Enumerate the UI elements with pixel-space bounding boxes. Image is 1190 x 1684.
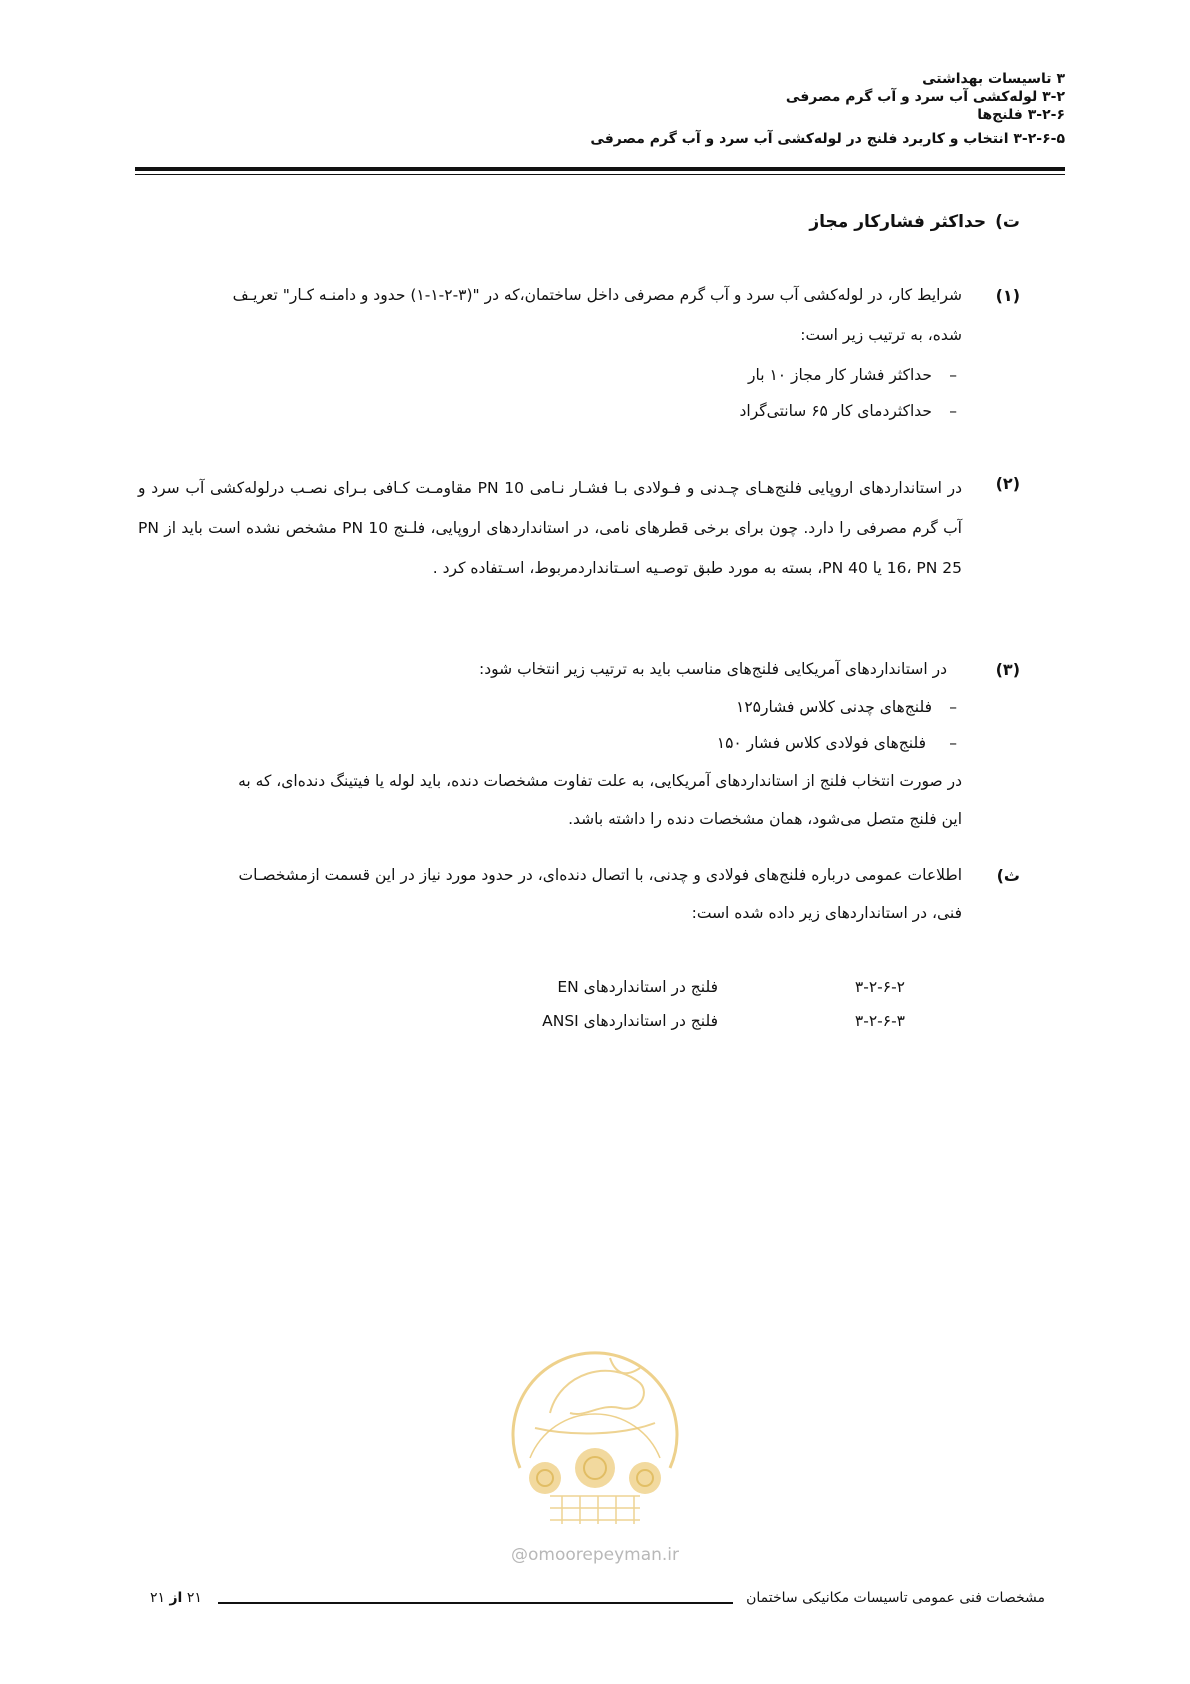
item-1-number: (۱) [995, 286, 1020, 305]
section-title: حداکثر فشارکار مجاز [809, 212, 987, 232]
reference-text-1: فلنج در استانداردهای EN [557, 978, 718, 996]
item-3-bullet-dash-2: – [949, 734, 957, 752]
item-3-bullet-2: فلنج‌های فولادی کلاس فشار ۱۵۰ [716, 734, 926, 752]
item-3-number: (۳) [995, 660, 1020, 679]
watermark-url: @omoorepeyman.ir [510, 1545, 680, 1565]
item-1-line-2: شده، به ترتیب زیر است: [800, 326, 962, 344]
header-rule-thin [135, 174, 1065, 175]
item-2-number: (۲) [995, 474, 1020, 493]
item-1-bullet-2: حداکثردمای کار ۶۵ سانتی‌گراد [739, 402, 932, 420]
footer-page-current: ۲۱ [186, 1590, 202, 1606]
footer-page-of: از [169, 1590, 183, 1606]
header-chapter: ۳ تاسیسات بهداشتی [922, 71, 1065, 87]
item-3-note-line-2: این فلنج متصل می‌شود، همان مشخصات دنده را داشته باشد. [568, 810, 962, 828]
item-3-bullet-1: فلنج‌های چدنی کلاس فشار۱۲۵ [736, 698, 932, 716]
item-4-number: ث) [996, 866, 1020, 885]
item-1-bullet-1: حداکثر فشار کار مجاز ۱۰ بار [748, 366, 932, 384]
header-subsection: ۳-۲-۶ فلنج‌ها [977, 107, 1065, 123]
item-3-bullet-dash-1: – [949, 698, 957, 716]
item-2-paragraph: در استانداردهای اروپایی فلنج‌هـای چـدنی و فـولادی بـا فشـار نـامی PN 10 مقاومـت کـافی بـرای نصـب درلوله‌کشی آب سرد و آب گرم مصرفی را دارد. چون برای برخی قطرهای نامی، در استانداردهای اروپایی، فلـنج PN 10 مشخص نشده است باید از PN 16، PN 25 یا PN 40، بسته به مورد طبق توصـیه اسـتانداردمربوط، اسـتفاده کرد . [138, 479, 962, 577]
header-rule-thick [135, 167, 1065, 171]
item-3-note-line-1: در صورت انتخاب فلنج از استانداردهای آمریکایی، به علت تفاوت مشخصات دنده، باید لوله یا فیتینگ دنده‌ای، که به [238, 772, 962, 790]
reference-number-1: ۳-۲-۶-۲ [854, 978, 905, 996]
header-section: ۳-۲ لوله‌کشی آب سرد و آب گرم مصرفی [785, 89, 1065, 105]
footer-title: مشخصات فنی عمومی تاسیسات مکانیکی ساختمان [746, 1590, 1045, 1606]
reference-text-2: فلنج در استانداردهای ANSI [542, 1012, 718, 1030]
item-3-intro: در استانداردهای آمریکایی فلنج‌های مناسب باید به ترتیب زیر انتخاب شود: [479, 660, 947, 678]
item-1-line-1: شرایط کار، در لوله‌کشی آب سرد و آب گرم مصرفی داخل ساختمان،که در "(۳-۲-۱-۱) حدود و دامنـه کـار" تعریـف [232, 286, 962, 304]
item-1-bullet-dash-2: – [949, 402, 957, 420]
section-marker: ت) [995, 212, 1020, 232]
footer-rule [218, 1602, 733, 1604]
section-heading [809, 212, 1020, 232]
item-4-line-2: فنی، در استانداردهای زیر داده شده است: [691, 904, 962, 922]
footer-page-total: ۲۱ [150, 1590, 166, 1606]
item-4-line-1: اطلاعات عمومی درباره فلنج‌های فولادی و چدنی، با اتصال دنده‌ای، در حدود مورد نیاز در این قسمت ازمشخصـات [238, 866, 962, 884]
reference-number-2: ۳-۲-۶-۳ [854, 1012, 905, 1030]
item-1-bullet-dash-1: – [949, 366, 957, 384]
header-topic: ۳-۲-۶-۵ انتخاب و کاربرد فلنج در لوله‌کشی آب سرد و آب گرم مصرفی [590, 131, 1065, 147]
watermark-logo [490, 1318, 700, 1528]
footer-page-number [150, 1590, 202, 1606]
